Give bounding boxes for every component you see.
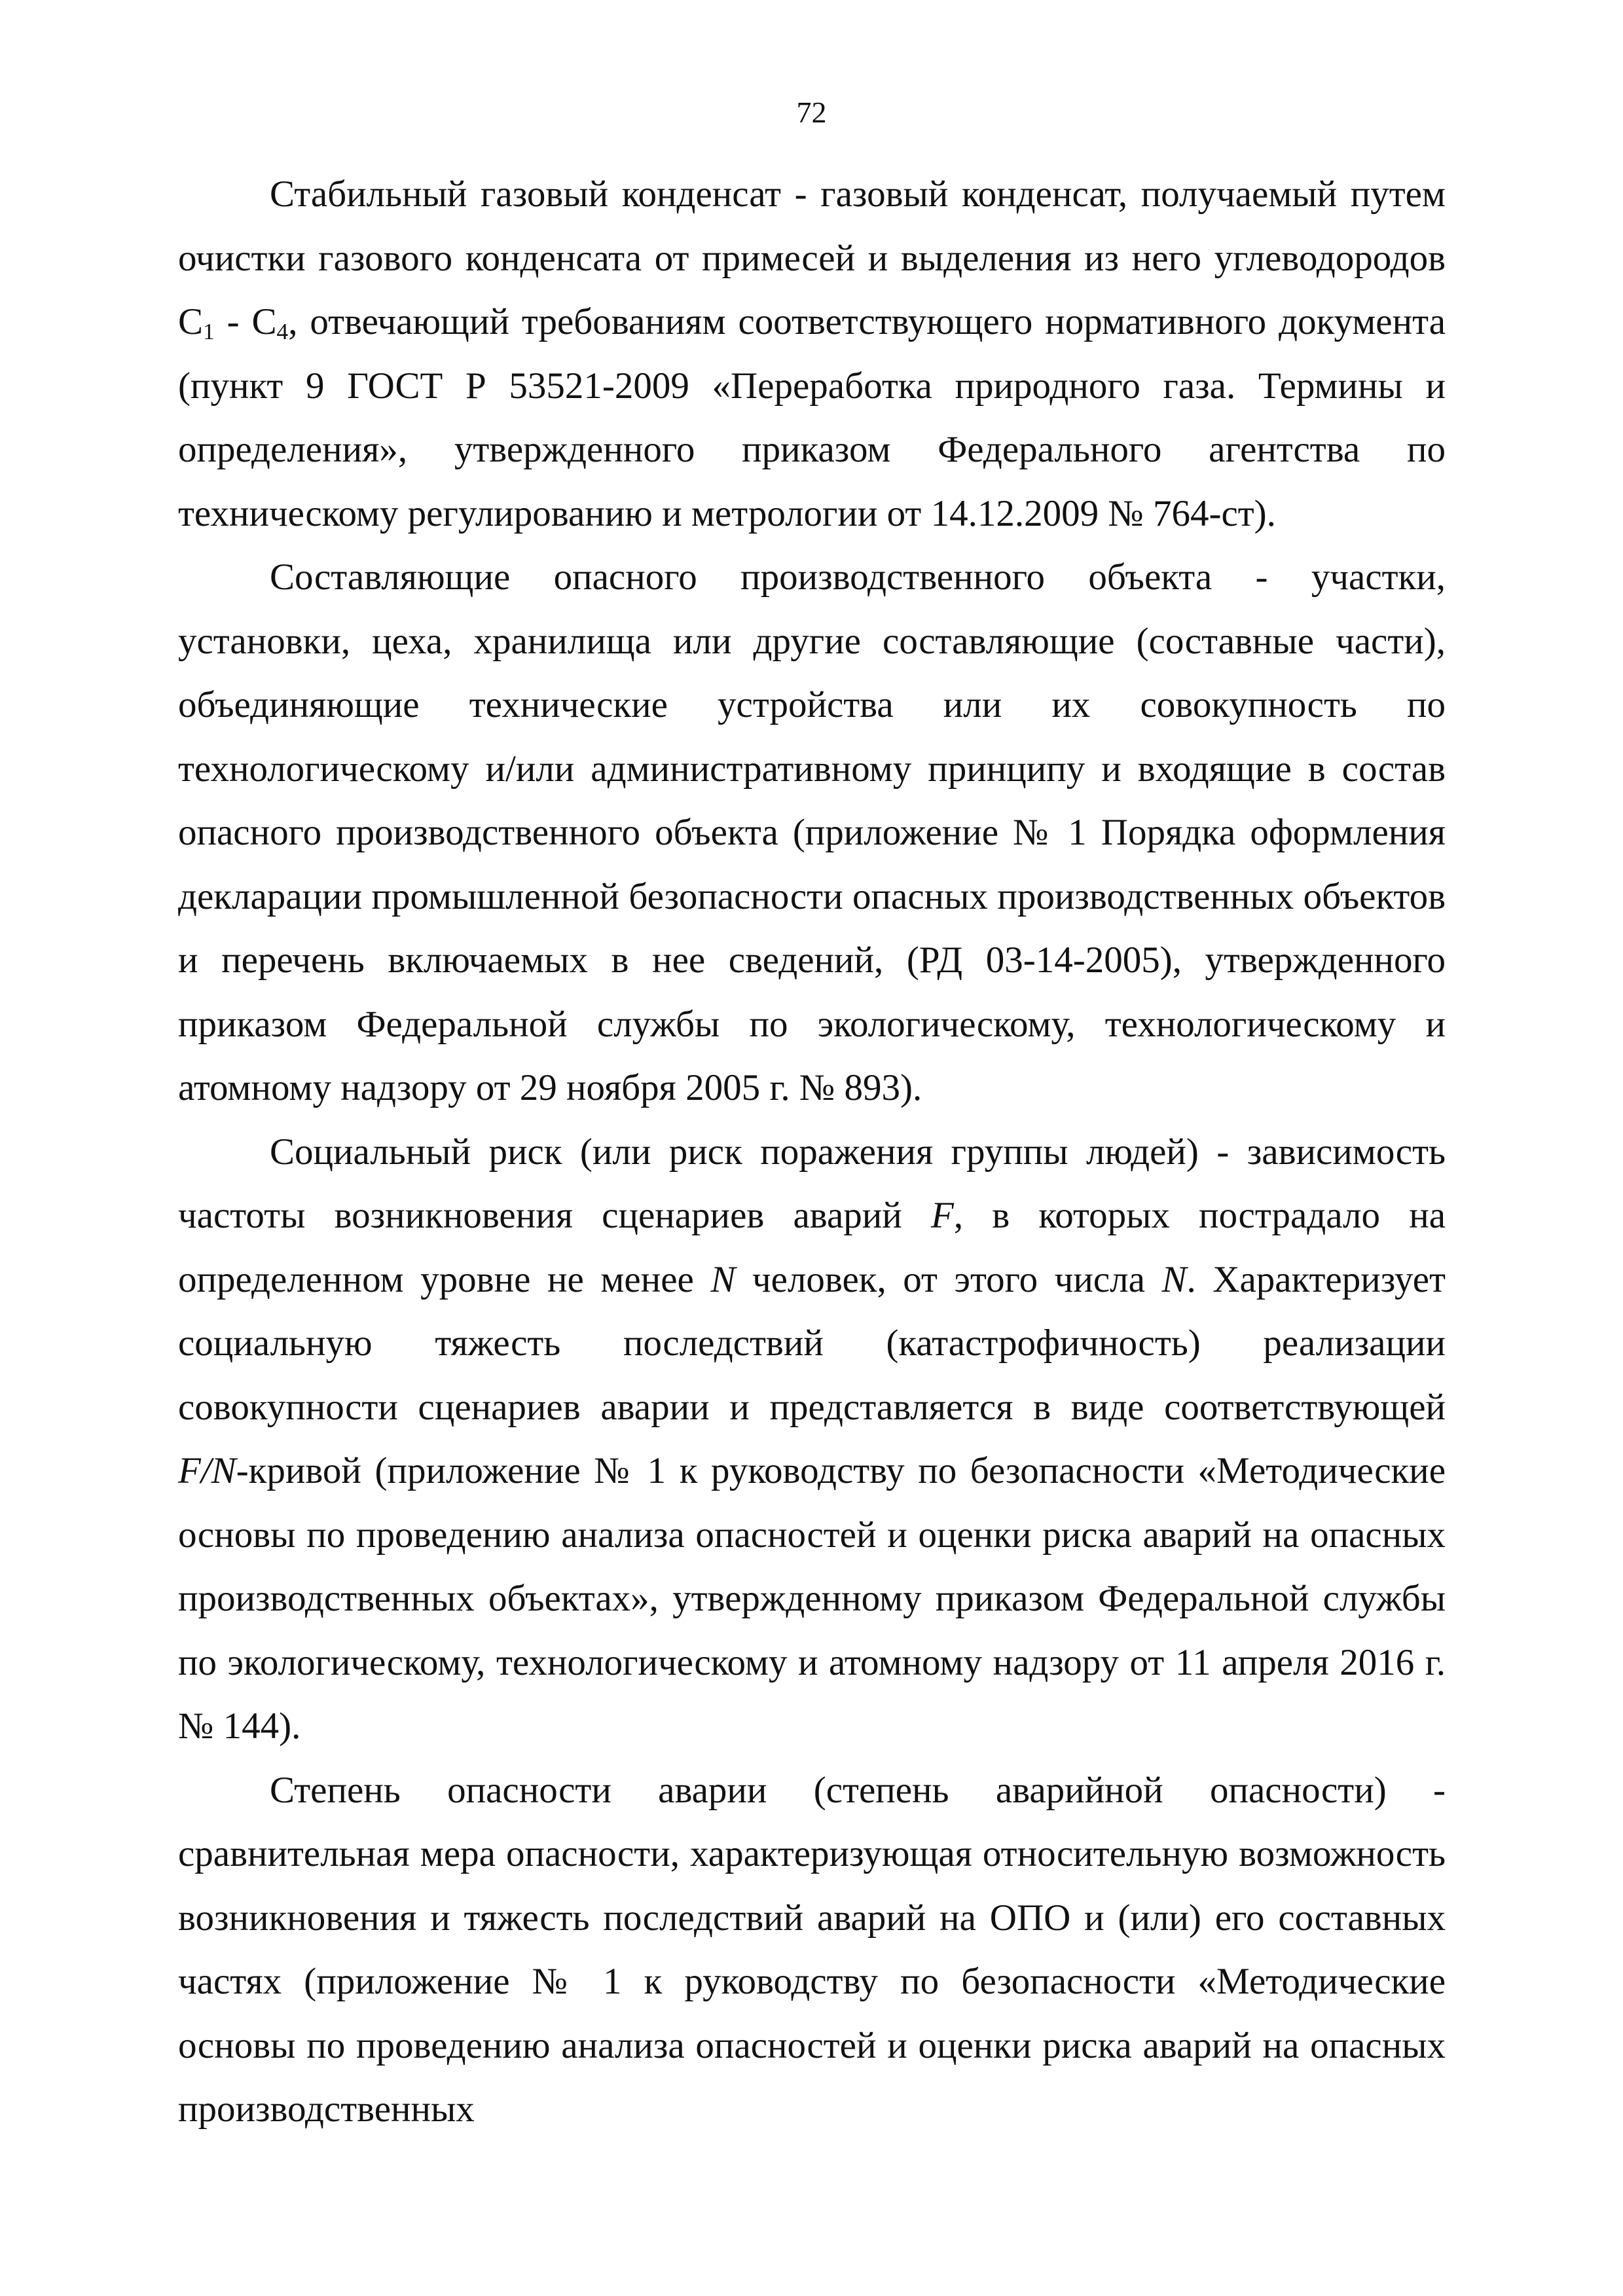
p3-text-a: Социальный риск (или риск поражения группы людей) - зависимость частоты возникновения сценариев аварий bbox=[178, 1131, 1446, 1236]
document-body bbox=[178, 162, 1446, 2141]
p3-text-b: , в которых пострадало на определенном уровне не менее bbox=[178, 1195, 1446, 1300]
p1-text-b: - С bbox=[214, 301, 277, 342]
paragraph-stable-gas-condensate bbox=[178, 162, 1446, 545]
p3-text-d: . Характеризует социальную тяжесть последствий (катастрофичность) реализации совокупности сценариев аварии и представляется в виде соответствующей bbox=[178, 1258, 1446, 1428]
p1-text-a: Стабильный газовый конденсат - газовый конденсат, получаемый путем очистки газового конденсата от примесей и выделения из него углеводородов С bbox=[178, 173, 1446, 342]
paragraph-social-risk bbox=[178, 1120, 1446, 1758]
paragraph-accident-hazard-degree: Степень опасности аварии (степень аварийной опасности) - сравнительная мера опасности, характеризующая относительную возможность возникновения и тяжесть последствий аварий на ОПО и (или) его составных частях (приложение № 1 к руководству по безопасности «Методические основы по проведению анализа опасностей и оценки риска аварий на опасных производственных bbox=[178, 1769, 1446, 2130]
p3-italic-FN: F/N bbox=[178, 1450, 236, 1491]
page-number: 72 bbox=[796, 96, 827, 129]
p1-subscript-1: 1 bbox=[203, 318, 215, 344]
p3-text-c: человек, от этого числа bbox=[735, 1258, 1162, 1300]
p3-italic-N2: N bbox=[1161, 1258, 1187, 1300]
p3-italic-F: F bbox=[930, 1195, 954, 1236]
p1-text-c: , отвечающий требованиям соответствующего нормативного документа (пункт 9 ГОСТ Р 53521-2009 «Переработка природного газа. Термины и определения», утвержденного приказом Федерального агентства по техническому регулированию и метрологии от 14.12.2009 № 764-ст). bbox=[178, 301, 1446, 534]
paragraph-opo-components: Составляющие опасного производственного объекта - участки, установки, цеха, хранилища или другие составляющие (составные части), объединяющие технические устройства или их совокупность по технологическому и/или административному принципу и входящие в состав опасного производственного объекта (приложение № 1 Порядка оформления декларации промышленной безопасности опасных производственных объектов и перечень включаемых в нее сведений, (РД 03-14-2005), утвержденного приказом Федеральной службы по экологическому, технологическому и атомному надзору от 29 ноября 2005 г. № 893). bbox=[178, 556, 1446, 1108]
p1-subscript-4: 4 bbox=[276, 318, 289, 344]
p3-italic-N1: N bbox=[710, 1258, 736, 1300]
p3-text-e: -кривой (приложение № 1 к руководству по безопасности «Методические основы по проведению анализа опасностей и оценки риска аварий на опасных производственных объектах», утвержденному приказом Федеральной службы по экологическому, технологическому и атомному надзору от 11 апреля 2016 г. № 144). bbox=[178, 1450, 1446, 1747]
